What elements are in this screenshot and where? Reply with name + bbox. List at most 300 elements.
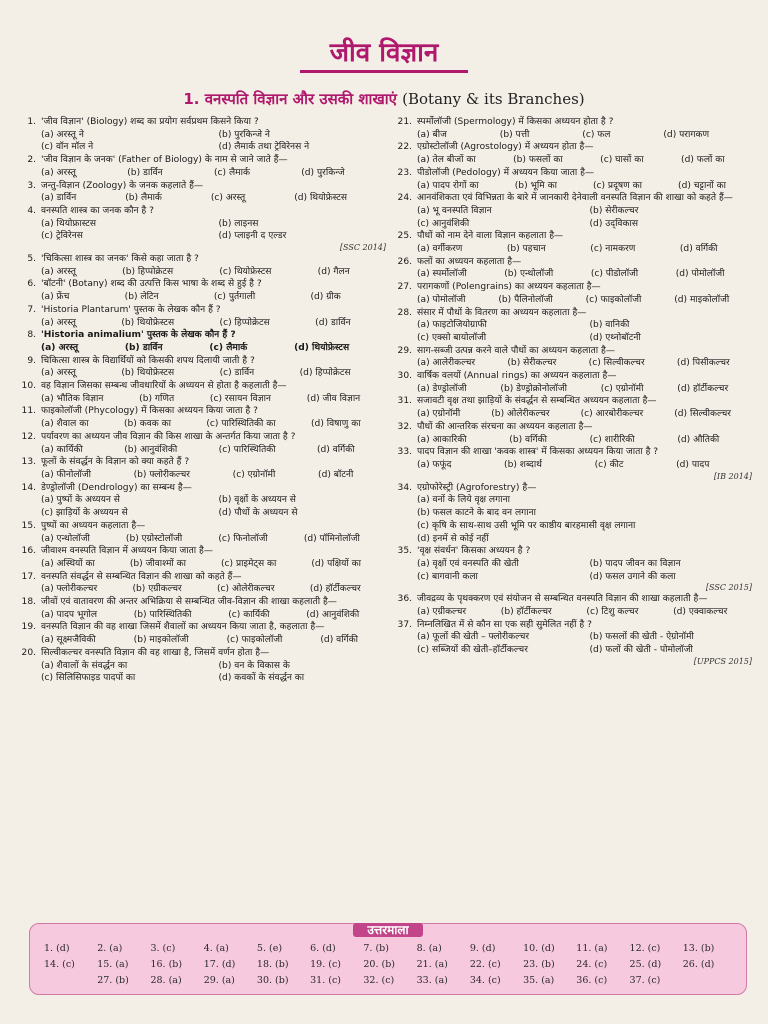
option-item: (c) हिप्पोक्रेटस [219, 317, 270, 328]
question-item [16, 596, 386, 621]
option-item: (d) कवकों के संवर्द्धन का [218, 673, 305, 684]
option-item: (d) वर्गिकी [679, 244, 718, 255]
option-list [41, 129, 386, 154]
question-text: पादप विज्ञान की शाखा 'कवक शास्त्र' में किसका अध्ययन किया जाता है ? [417, 447, 659, 458]
exam-source: [SSC 2015] [705, 583, 752, 593]
option-item: (a) फीनोलॉजी [41, 469, 91, 480]
question-text: जन्तु-विज्ञान (Zoology) के जनक कहलाते हैं— [41, 180, 204, 191]
question-item [16, 520, 386, 545]
question-number: 5. [27, 254, 36, 265]
option-item: (a) एग्रोनॉमी [417, 409, 461, 420]
question-text: वनस्पति संवर्द्धन से सम्बन्धित विज्ञान की शाखा को कहते हैं— [41, 571, 242, 582]
option-item: (a) भौतिक विज्ञान [41, 393, 104, 404]
question-text: आनवंशिकता एवं विभिन्नता के बारे में जानकारी देनेवाली वनस्पति विज्ञान की शाखा को कहते हैं— [417, 193, 733, 204]
option-item: (d) वर्गिकी [320, 635, 359, 646]
option-item: (c) सिल्वीकल्चर [588, 358, 645, 369]
option-item: (a) अरस्तू [41, 368, 76, 379]
option-list [417, 268, 752, 281]
question-number: 30. [397, 371, 412, 382]
option-item: (a) वनों के लिये वृक्ष लगाना [417, 495, 510, 506]
option-item: (b) फ्लोरीकल्चर [133, 469, 190, 480]
question-text: 'चिकित्सा शास्त्र का जनक' किसे कहा जाता है ? [41, 254, 199, 265]
option-item: (b) शब्दार्थ [504, 459, 542, 470]
option-item: (d) फलों का [681, 155, 725, 166]
question-text: जीवों एवं वातावरण की अन्तर अभिक्रिया से सम्बन्धित जीव-विज्ञान की शाखा कहलाती है— [41, 597, 337, 608]
option-list [41, 317, 386, 330]
question-number: 23. [397, 167, 412, 178]
question-item [392, 116, 752, 141]
answer-item: 18. (b) [256, 959, 289, 970]
answer-item: 22. (c) [469, 959, 501, 970]
question-number: 14. [21, 482, 36, 493]
answer-item: 28. (a) [150, 975, 182, 986]
option-item: (c) पारिस्थितिकी [218, 444, 276, 455]
answer-item: 17. (d) [203, 959, 236, 970]
question-text: एग्रोफोरेस्ट्री (Agroforestry) है— [417, 482, 537, 493]
exam-source: [UPPCS 2015] [693, 656, 752, 666]
option-list [41, 342, 386, 355]
question-number: 7. [27, 304, 36, 315]
answer-item: 31. (c) [310, 975, 342, 986]
option-list [417, 631, 752, 656]
option-item: (b) पहचान [506, 244, 546, 255]
option-item: (c) आनुवंशिकी [417, 218, 470, 229]
section-title [0, 89, 768, 109]
question-number: 33. [397, 447, 412, 458]
answer-item: 15. (a) [97, 959, 129, 970]
answer-item: 36. (c) [576, 975, 608, 986]
answer-item: 11. (a) [576, 943, 608, 954]
option-item: (a) अरस्तू ने [41, 129, 84, 140]
option-list [41, 609, 386, 622]
option-item: (a) एन्थोलॉजी [41, 533, 90, 544]
answer-item: 23. (b) [523, 959, 555, 970]
option-item: (c) बागवानी कला [417, 571, 478, 582]
question-item [392, 141, 752, 166]
question-text: 'Historia animalium' पुस्तक के लेखक कौन हैं ? [41, 330, 236, 341]
option-list [417, 459, 752, 472]
option-item: (b) वृक्षों के अध्ययन से [218, 495, 296, 506]
option-item: (d) हिप्पोक्रेटस [299, 368, 351, 379]
question-item [16, 278, 386, 303]
option-item: (b) एग्रोस्टोलॉजी [125, 533, 183, 544]
question-text: जीवाश्म वनस्पति विज्ञान में अध्ययन किया जाता है— [41, 546, 213, 557]
question-item [392, 482, 752, 546]
option-item: (a) थियोफ्रास्टस [41, 218, 96, 229]
option-item: (c) कृषि के साथ-साथ उसी भूमि पर काष्ठीय बारहमासी वृक्ष लगाना [417, 520, 636, 531]
question-item [392, 421, 752, 446]
option-list [41, 291, 386, 304]
question-item [16, 405, 386, 430]
option-item: (a) अरस्तू [41, 167, 76, 178]
option-item: (b) भूमि का [514, 180, 557, 191]
question-text: पर्यावरण का अध्ययन जीव विज्ञान की किस शाखा के अन्तर्गत किया जाता है ? [41, 431, 296, 442]
answer-item: 21. (a) [416, 959, 448, 970]
question-item [16, 180, 386, 205]
option-item: (a) डार्विन [41, 193, 77, 204]
option-item: (a) सूक्ष्मजैविकी [41, 635, 96, 646]
option-item: (c) फाइकोलॉजी [226, 635, 283, 646]
option-item: (d) माइकोलॉजी [674, 294, 730, 305]
option-item: (d) उद्‌विकास [589, 218, 638, 229]
option-item: (a) तेल बीजों का [417, 155, 476, 166]
option-item: (d) सिल्वीकल्चर [674, 409, 732, 420]
answer-item: 2. (a) [97, 943, 123, 954]
option-item: (a) फ्लोरीकल्चर [41, 584, 98, 595]
answer-item: 30. (b) [256, 975, 289, 986]
option-item: (a) एग्रीकल्चर [417, 607, 467, 618]
option-item: (c) डार्विन [219, 368, 255, 379]
question-text: साग-सब्जी उत्पन्न करने वाले पौधों का अध्ययन कहलाता है— [417, 345, 615, 356]
question-item [16, 380, 386, 405]
answer-item [44, 973, 97, 988]
question-text: फाइकोलॉजी (Phycology) में किसका अध्ययन किया जाता है ? [41, 406, 258, 417]
question-number: 16. [21, 546, 36, 557]
option-item: (b) पुरकिन्जे ने [218, 129, 270, 140]
option-list [41, 367, 386, 380]
option-item: (d) चट्टानों का [678, 180, 726, 191]
option-item: (d) पुरकिन्जे [301, 167, 345, 178]
answer-item: 35. (a) [523, 975, 555, 986]
option-item: (b) हॉर्टीकल्चर [500, 607, 552, 618]
option-list [417, 408, 752, 421]
question-number: 32. [397, 421, 412, 432]
option-item: (b) फसलों की खेती - ऐग्रोनॉमी [589, 632, 694, 643]
answer-item: 33. (a) [416, 975, 448, 986]
option-list [417, 180, 752, 193]
left-column [16, 116, 386, 685]
question-number: 4. [27, 205, 36, 216]
answer-item: 24. (c) [576, 959, 608, 970]
option-list [41, 533, 386, 546]
question-number: 21. [397, 117, 412, 127]
option-item: (b) पारिस्थितिकी [133, 609, 192, 620]
option-item: (d) प्लाइनी द एल्डर [218, 231, 287, 242]
option-item: (d) फलों की खेती - पोमोलॉजी [589, 645, 693, 656]
question-text: फलों का अध्ययन कहलाता है— [417, 256, 522, 267]
option-item: (d) हॉर्टीकल्चर [309, 584, 361, 595]
option-list [41, 266, 386, 279]
question-item [392, 230, 752, 255]
option-item: (a) स्पर्मोलॉजी [417, 269, 467, 280]
option-list [41, 218, 386, 243]
section-title-hindi: 1. वनस्पति विज्ञान और उसकी शाखाएं [183, 90, 397, 108]
question-text: पौधों की आन्तरिक संरचना का अध्ययन कहलाता है— [417, 421, 593, 432]
question-item [16, 355, 386, 380]
option-list [41, 494, 386, 519]
option-item: (b) फसल काटने के बाद वन लगाना [417, 508, 537, 519]
option-item: (b) डार्विन [127, 167, 163, 178]
question-item [392, 307, 752, 345]
option-item: (c) पारिस्थितिकी का [206, 419, 276, 430]
option-item: (c) सिलिसिफाइड पादपों का [41, 673, 136, 684]
question-number: 27. [397, 282, 412, 293]
option-item: (a) पोमोलॉजी [417, 294, 466, 305]
question-item [16, 116, 386, 154]
answer-item: 1. (d) [44, 943, 70, 954]
option-item: (d) आनुवंशिकी [306, 609, 360, 620]
question-number: 1. [27, 117, 36, 127]
question-item [16, 456, 386, 481]
option-list [41, 558, 386, 571]
option-item: (d) जीव विज्ञान [306, 393, 361, 404]
question-text: चिकित्सा शास्त्र के विद्यार्थियों को किसकी शपथ दिलायी जाती है ? [41, 355, 255, 366]
option-list [417, 558, 752, 583]
option-item: (d) बॉटनी [318, 469, 354, 480]
question-number: 26. [397, 256, 412, 267]
option-item: (c) झाड़ियों के अध्ययन से [41, 508, 128, 519]
question-number: 11. [21, 406, 36, 417]
option-item: (d) औतिकी [677, 434, 720, 445]
option-item: (c) कीट [594, 459, 624, 470]
option-item: (b) सेरीकल्चर [507, 358, 557, 369]
question-number: 35. [397, 546, 412, 557]
option-item: (d) वर्गिकी [316, 444, 355, 455]
option-item: (d) थियोफ्रेस्टस [294, 193, 348, 204]
question-text: 'बॉटनी' (Botany) शब्द की उत्पत्ति किस भाषा के शब्द से हुई है ? [41, 279, 262, 290]
page-title: जीव विज्ञान [329, 38, 439, 68]
question-item [392, 281, 752, 306]
option-list [417, 434, 752, 447]
question-number: 8. [27, 330, 36, 341]
option-item: (b) लैमार्क [125, 193, 162, 204]
question-item [16, 482, 386, 520]
answer-item: 12. (c) [629, 943, 661, 954]
option-list [417, 205, 752, 230]
option-item: (a) पुष्पों के अध्ययन से [41, 495, 120, 506]
question-number: 6. [27, 279, 36, 290]
option-item: (a) बीज [417, 129, 447, 140]
question-item [16, 329, 386, 354]
option-item: (c) प्राइमेट्स का [221, 558, 277, 569]
option-item: (a) कार्यिकी [41, 444, 83, 455]
option-item: (c) ओलेरीकल्चर [217, 584, 275, 595]
option-item: (d) पौधों के अध्ययन से [218, 508, 298, 519]
option-item: (c) नामकरण [590, 244, 636, 255]
option-item: (d) ग्रीक [310, 292, 341, 303]
option-item: (b) थियोफ्रेस्टस [121, 317, 175, 328]
option-list [41, 167, 386, 180]
question-number: 25. [397, 231, 412, 242]
option-item: (c) शारीरिकी [589, 434, 635, 445]
option-item: (a) आलेरीकल्चर [417, 358, 476, 369]
question-text: परागकणों (Polengrains) का अध्ययन कहलाता है— [417, 282, 601, 293]
question-number: 31. [397, 396, 412, 407]
option-item: (d) इनमें से कोई नहीं [417, 533, 489, 544]
option-item: (c) फल [582, 129, 611, 140]
question-text: वार्षिक वलयों (Annual rings) का अध्ययन कहलाता है— [417, 371, 617, 382]
option-item: (d) फसल उगाने की कला [589, 571, 676, 582]
question-item [392, 593, 752, 618]
answer-item: 4. (a) [203, 943, 229, 954]
option-item: (c) पुर्तगाली [213, 292, 256, 303]
question-text: निम्नलिखित में से कौन सा एक सही सुमेलित नहीं है ? [417, 619, 592, 630]
option-item: (d) गैलन [317, 266, 350, 277]
question-text: एग्रोस्टोलॉजी (Agrostology) में अध्ययन होता है— [417, 142, 594, 153]
option-item: (b) थियोफ्रेस्टस [121, 368, 175, 379]
option-item: (c) प्रदूषण का [592, 180, 642, 191]
question-number: 19. [21, 622, 36, 633]
option-item: (b) पादप जीवन का विज्ञान [589, 558, 681, 569]
option-item: (a) फफूंद [417, 459, 452, 470]
question-number: 29. [397, 345, 412, 356]
option-list [41, 583, 386, 596]
option-item: (c) वॉन मॉल ने [41, 142, 94, 153]
option-item: (a) वर्गीकरण [417, 244, 463, 255]
answer-item: 5. (e) [256, 943, 283, 954]
option-item: (b) वर्गिकी [509, 434, 547, 445]
question-text: सिल्वीकल्चर वनस्पति विज्ञान की वह शाखा है, जिसमें वर्णन होता है— [41, 647, 270, 658]
option-item: (c) कार्यिकी [228, 609, 270, 620]
option-item: (c) सब्जियों की खेती–हॉर्टीकल्चर [417, 645, 528, 656]
option-item: (c) फिनोलॉजी [218, 533, 268, 544]
question-text: 'वृक्ष संवर्धन' किसका अध्ययन है ? [417, 546, 531, 557]
option-item: (a) फ्रेंच [41, 292, 70, 303]
answer-item: 32. (c) [363, 975, 395, 986]
question-item [392, 545, 752, 593]
option-item: (c) अरस्तू [210, 193, 246, 204]
option-list [41, 660, 386, 685]
question-item [16, 253, 386, 278]
question-item [16, 545, 386, 570]
option-item: (a) पादप भूगोल [41, 609, 97, 620]
option-item: (a) अरस्तू [41, 317, 76, 328]
option-item: (d) पॉमिनोलॉजी [303, 533, 360, 544]
option-item: (d) पोमोलॉजी [675, 269, 725, 280]
option-item: (c) थियोफ्रेस्टस [219, 266, 272, 277]
question-number: 22. [397, 142, 412, 153]
option-item: (a) भू वनस्पति विज्ञान [417, 205, 492, 216]
question-number: 18. [21, 597, 36, 608]
option-item: (d) लैमार्क तथा ट्रेविरेनस ने [218, 142, 310, 153]
option-list [417, 243, 752, 256]
question-number: 9. [27, 355, 36, 366]
option-item: (b) सेरीकल्चर [589, 205, 639, 216]
option-item: (c) पीडोलॉजी [590, 269, 639, 280]
question-number: 13. [21, 457, 36, 468]
option-item: (b) पत्ती [499, 129, 530, 140]
option-item: (b) लाइनस [218, 218, 259, 229]
option-item: (c) टिशु कल्चर [586, 607, 639, 618]
question-text: 'Historia Plantarum' पुस्तक के लेखक कौन हैं ? [41, 304, 221, 315]
question-item [392, 192, 752, 230]
right-column [392, 116, 752, 667]
option-item: (a) फूलों की खेती – फ्लोरीकल्चर [417, 632, 530, 643]
question-number: 17. [21, 571, 36, 582]
answer-item: 16. (b) [150, 959, 183, 970]
option-item: (c) एग्रोनॉमी [232, 469, 276, 480]
option-item: (b) ओलेरीकल्चर [491, 409, 550, 420]
question-item [16, 205, 386, 253]
question-text: सजावटी वृक्ष तथा झाड़ियों के संवर्द्धन से सम्बन्धित अध्ययन कहलाता है— [417, 396, 657, 407]
answer-item: 29. (a) [203, 975, 235, 986]
answer-item: 13. (b) [682, 943, 715, 954]
option-item: (d) हॉर्टीकल्चर [677, 383, 729, 394]
option-item: (d) पादप [676, 459, 710, 470]
option-item: (d) विषाणु का [311, 419, 361, 430]
option-list [417, 357, 752, 370]
answer-item: 6. (d) [310, 943, 336, 954]
option-item: (b) वन के विकास के [218, 660, 290, 671]
exam-source: [SSC 2014] [339, 243, 386, 253]
option-item: (d) पक्षियों का [311, 558, 362, 569]
option-list [41, 469, 386, 482]
option-item: (c) घासों का [600, 155, 644, 166]
question-text: पौधों को नाम देने वाला विज्ञान कहलाता है— [417, 231, 564, 242]
question-number: 36. [397, 594, 412, 605]
option-item: (b) एन्थोलॉजी [504, 269, 554, 280]
option-item: (b) वानिकी [589, 320, 630, 331]
answer-key-grid [44, 941, 736, 989]
question-item [392, 395, 752, 420]
question-number: 24. [397, 193, 412, 204]
option-item: (c) एक्सो बायोलॉजी [417, 332, 487, 343]
option-list [417, 129, 752, 142]
question-number: 2. [27, 155, 36, 166]
option-item: (b) गणित [139, 393, 175, 404]
option-item: (a) वृक्षों एवं वनस्पति की खेती [417, 558, 519, 569]
answer-item: 34. (c) [469, 975, 501, 986]
question-item [392, 345, 752, 370]
question-number: 15. [21, 520, 36, 531]
option-item: (a) आकारिकी [417, 434, 467, 445]
option-list [417, 294, 752, 307]
option-item: (a) पादप रोगों का [417, 180, 479, 191]
option-item: (a) डेण्ड्रोलॉजी [417, 383, 467, 394]
option-list [417, 154, 752, 167]
option-list [417, 494, 752, 545]
option-item: (b) फसलों का [513, 155, 563, 166]
option-item: (d) पिसीकल्चर [676, 358, 730, 369]
question-number: 37. [397, 619, 412, 630]
option-item: (c) आरबोरीकल्चर [580, 409, 644, 420]
question-text: वह विज्ञान जिसका सम्बन्ध जीवधारियों के अध्ययन से होता है कहलाती है— [41, 381, 287, 392]
question-item [16, 431, 386, 456]
question-text: संसार में पौधों के वितरण का अध्ययन कहलाता है— [417, 307, 587, 318]
question-item [16, 304, 386, 329]
answer-item: 20. (b) [363, 959, 395, 970]
answer-key-title: उत्तरमाला [30, 922, 746, 938]
option-item: (b) एग्रीकल्चर [132, 584, 182, 595]
option-list [417, 383, 752, 396]
question-number: 28. [397, 307, 412, 318]
question-item [392, 446, 752, 481]
question-number: 34. [397, 482, 412, 493]
question-text: जीवद्रव्य के पृथक्करण एवं संयोजन से सम्बन्धित वनस्पति विज्ञान की शाखा कहलाती है— [417, 594, 708, 605]
option-item: (a) शैवाल का [41, 419, 89, 430]
option-list [41, 393, 386, 406]
option-item: (c) लैमार्क [209, 342, 248, 353]
section-title-english: (Botany & its Branches) [402, 90, 585, 108]
answer-item: 26. (d) [682, 959, 715, 970]
question-text: फूलों के संवर्द्धन के विज्ञान को क्या कहते हैं ? [41, 457, 190, 468]
answer-key-box [29, 923, 747, 995]
option-item: (a) अरस्तू [41, 342, 79, 353]
option-item: (a) फाइटोजियोग्राफी [417, 320, 487, 331]
option-item: (b) आनुवंशिकी [124, 444, 178, 455]
question-text: 'जीव विज्ञान' (Biology) शब्द का प्रयोग सर्वप्रथम किसने किया ? [41, 117, 259, 127]
option-item: (c) फाइकोलॉजी [585, 294, 642, 305]
option-item: (b) लेटिन [124, 292, 159, 303]
option-item: (a) शैवालों के संवर्द्धन का [41, 660, 128, 671]
option-list [417, 606, 752, 619]
question-number: 20. [21, 647, 36, 658]
question-number: 3. [27, 180, 36, 191]
option-item: (b) पैलिनोलॉजी [498, 294, 553, 305]
question-item [16, 621, 386, 646]
answer-item: 37. (c) [629, 975, 661, 986]
answer-item: 7. (b) [363, 943, 389, 954]
